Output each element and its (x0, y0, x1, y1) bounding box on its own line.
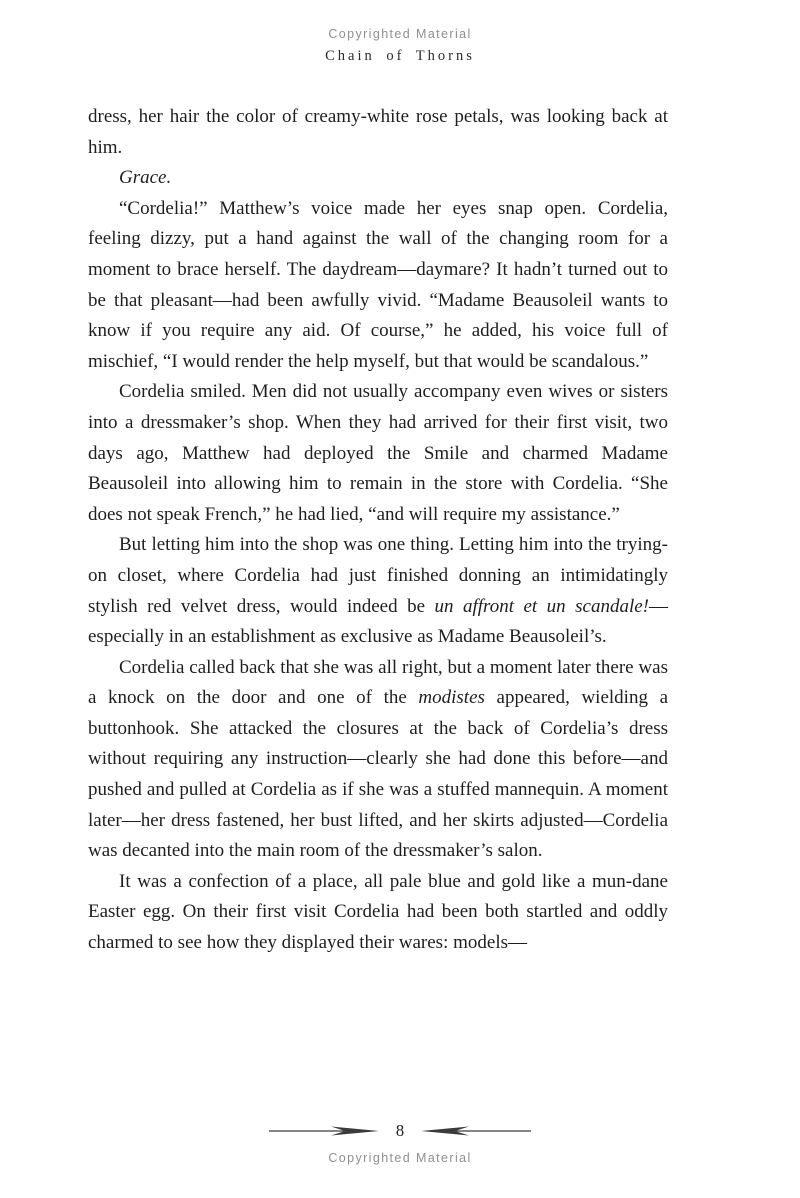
text-run: dress, her hair the color of creamy-white rose petals, was looking back at him. (88, 106, 668, 158)
paragraph (88, 653, 668, 867)
italic-text-run: modistes (418, 687, 485, 709)
text-run: But letting him into the shop was one thing. Letting him into the trying-on closet, where Cordelia had just finished donning an intimidatingly stylish red velvet dress, would indeed be (88, 534, 668, 617)
paragraph (88, 867, 668, 959)
page-number: 8 (395, 1121, 405, 1140)
running-header-title: Chain of Thorns (325, 48, 475, 64)
page-body (88, 102, 668, 959)
bottom-copyright-notice: Copyrighted Material (328, 1151, 472, 1165)
text-run: appeared, wielding a buttonhook. She attacked the closures at the back of Cordelia’s dress without requiring any instruction—clearly she had done this before—and pushed and pulled at Cordelia as if she was a stuffed mannequin. A moment later—her dress fastened, her bust lifted, and her skirts adjusted—Cordelia was decanted into the main room of the dressmaker’s salon. (88, 687, 669, 862)
paragraph (88, 102, 668, 163)
text-run: —especially in an establishment as exclusive as Madame Beausoleil’s. (88, 595, 668, 648)
paragraph (88, 377, 668, 530)
flourish-left-icon (269, 1125, 381, 1137)
text-run: It was a confection of a place, all pale blue and gold like a mun-dane Easter egg. On their first visit Cordelia had been both startled and oddly charmed to see how they displayed their wares: models— (88, 870, 668, 954)
page-number-row (269, 1121, 531, 1141)
italic-text-run: Grace. (119, 167, 172, 189)
text-run: Cordelia smiled. Men did not usually accompany even wives or sisters into a dressmaker’s shop. When they had arrived for their first visit, two days ago, Matthew had deployed the Smile and charmed Madame Beausoleil into allowing him to remain in the store with Cordelia. “She does not speak French,” he had lied, “and will require my assistance.” (88, 381, 668, 525)
page-footer (0, 1121, 800, 1165)
paragraph (88, 163, 668, 194)
text-run: Cordelia called back that she was all right, but a moment later there was a knock on the door and one of the (88, 656, 668, 709)
paragraph (88, 194, 668, 378)
top-copyright-notice: Copyrighted Material (328, 27, 472, 41)
italic-text-run: un affront et un scandale! (434, 595, 649, 617)
text-run: “Cordelia!” Matthew’s voice made her eyes snap open. Cordelia, feeling dizzy, put a hand against the wall of the changing room for a moment to brace herself. The daydream—daymare? It hadn’t turned out to be that pleasant—had been awfully vivid. “Madame Beausoleil wants to know if you require any aid. Of course,” he added, his voice full of mischief, “I would render the help myself, but that would be scandalous.” (88, 197, 668, 372)
paragraph (88, 530, 668, 652)
flourish-right-icon (419, 1125, 531, 1137)
